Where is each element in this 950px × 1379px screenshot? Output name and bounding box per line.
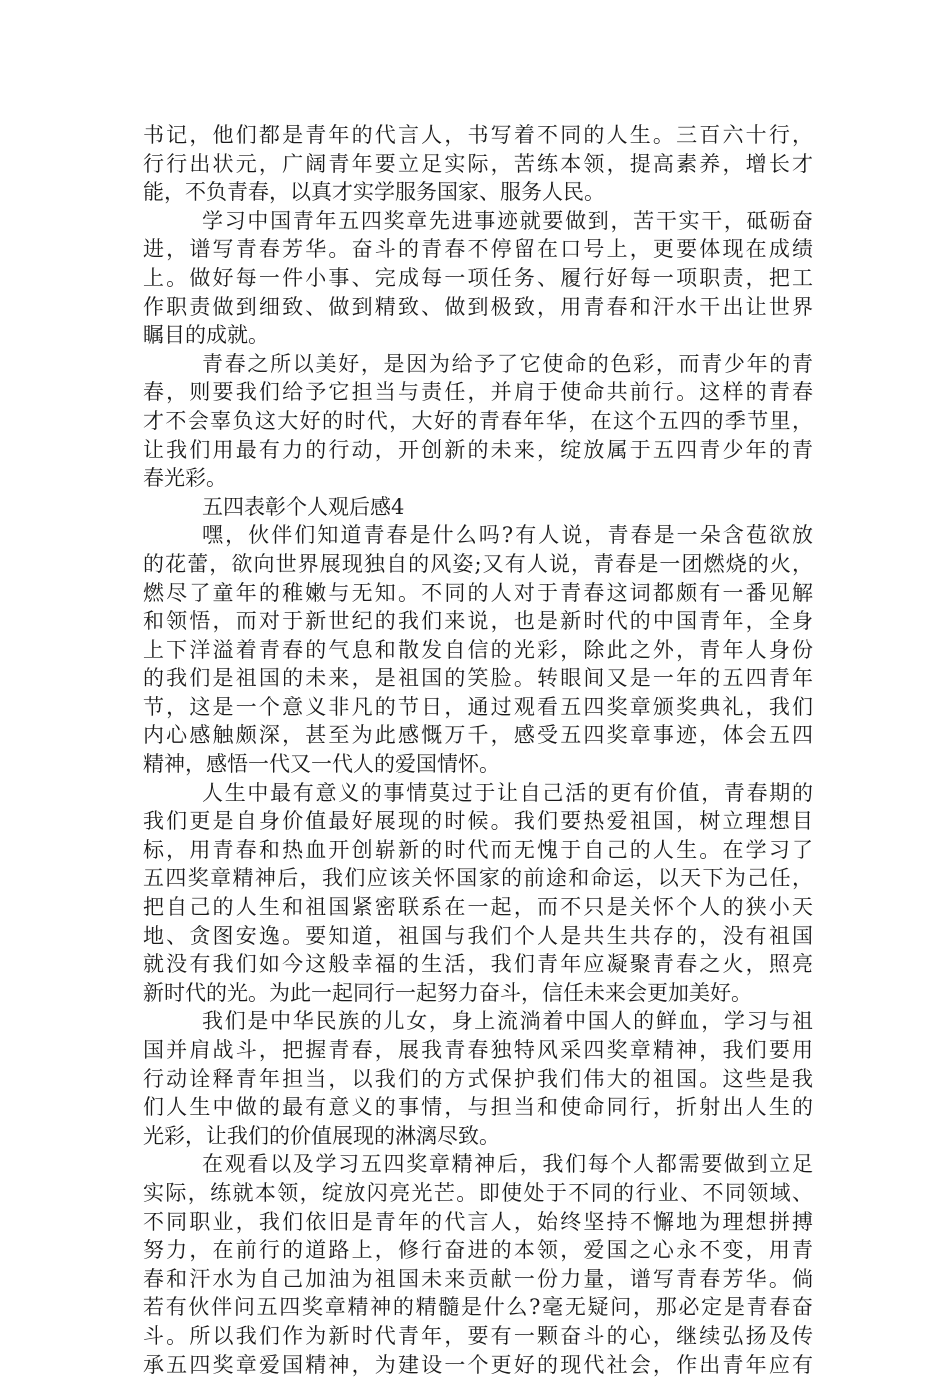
text-line: 五四表彰个人观后感4 <box>202 494 405 519</box>
text-line: 地、贪图安逸。要知道，祖国与我们个人是共生共存的，没有祖国 <box>143 923 813 948</box>
text-line: 若有伙伴问五四奖章精神的精髓是什么?毫无疑问，那必定是青春奋 <box>143 1295 813 1320</box>
text-line: 瞩目的成就。 <box>143 323 269 348</box>
text-line: 精神，感悟一代又一代人的爱国情怀。 <box>143 752 500 777</box>
text-line: 努力，在前行的道路上，修行奋进的本领，爱国之心永不变，用青 <box>143 1238 813 1263</box>
text-line: 就没有我们如今这般幸福的生活，我们青年应凝聚青春之火，照亮 <box>143 952 813 977</box>
text-line: 作职责做到细致、做到精致、做到极致，用青春和汗水干出让世界 <box>143 294 813 319</box>
text-line: 春和汗水为自己加油为祖国未来贡献一份力量，谱写青春芳华。倘 <box>143 1266 813 1291</box>
document-page <box>143 121 813 1379</box>
text-line: 内心感触颇深，甚至为此感慨万千，感受五四奖章事迹，体会五四 <box>143 723 813 748</box>
text-line: 人生中最有意义的事情莫过于让自己活的更有价值，青春期的 <box>202 780 813 805</box>
text-line: 让我们用最有力的行动，开创新的未来，绽放属于五四青少年的青 <box>143 437 813 462</box>
text-line: 实际，练就本领，绽放闪亮光芒。即使处于不同的行业、不同领域、 <box>143 1180 813 1205</box>
text-line: 不同职业，我们依旧是青年的代言人，始终坚持不懈地为理想拼搏 <box>143 1209 813 1234</box>
text-line: 我们更是自身价值最好展现的时候。我们要热爱祖国，树立理想目 <box>143 809 813 834</box>
text-line: 行行出状元，广阔青年要立足实际，苦练本领，提高素养，增长才 <box>143 151 813 176</box>
text-line: 嘿，伙伴们知道青春是什么吗?有人说，青春是一朵含苞欲放 <box>202 523 813 548</box>
text-line: 们人生中做的最有意义的事情，与担当和使命同行，折射出人生的 <box>143 1095 813 1120</box>
text-line: 新时代的光。为此一起同行一起努力奋斗，信任未来会更加美好。 <box>143 980 752 1005</box>
text-line: 书记，他们都是青年的代言人，书写着不同的人生。三百六十行， <box>143 123 813 147</box>
text-line: 标，用青春和热血开创崭新的时代而无愧于自己的人生。在学习了 <box>143 837 813 862</box>
text-line: 进，谱写青春芳华。奋斗的青春不停留在口号上，更要体现在成绩 <box>143 237 813 262</box>
text-line: 才不会辜负这大好的时代，大好的青春年华，在这个五四的季节里， <box>143 408 813 433</box>
text-line: 行动诠释青年担当，以我们的方式保护我们伟大的祖国。这些是我 <box>143 1066 813 1091</box>
text-line: 的花蕾，欲向世界展现独自的风姿;又有人说，青春是一团燃烧的火， <box>143 551 813 576</box>
text-line: 我们是中华民族的儿女，身上流淌着中国人的鲜血，学习与祖 <box>202 1009 813 1034</box>
text-line: 节，这是一个意义非凡的节日，通过观看五四奖章颁奖典礼，我们 <box>143 694 813 719</box>
text-line: 光彩，让我们的价值展现的淋漓尽致。 <box>143 1123 500 1148</box>
text-line: 的我们是祖国的未来，是祖国的笑脸。转眼间又是一年的五四青年 <box>143 666 813 691</box>
text-line: 在观看以及学习五四奖章精神后，我们每个人都需要做到立足 <box>202 1152 813 1177</box>
text-line: 春光彩。 <box>143 466 227 491</box>
text-line: 青春之所以美好，是因为给予了它使命的色彩，而青少年的青 <box>202 351 813 376</box>
text-line: 把自己的人生和祖国紧密联系在一起，而不只是关怀个人的狭小天 <box>143 895 813 920</box>
text-line: 上。做好每一件小事、完成每一项任务、履行好每一项职责，把工 <box>143 265 813 290</box>
text-line: 上下洋溢着青春的气息和散发自信的光彩，除此之外，青年人身份 <box>143 637 813 662</box>
text-line: 和领悟，而对于新世纪的我们来说，也是新时代的中国青年，全身 <box>143 609 813 634</box>
text-line: 承五四奖章爱国精神，为建设一个更好的现代社会，作出青年应有 <box>143 1352 813 1377</box>
text-line: 国并肩战斗，把握青春，展我青春独特风采四奖章精神，我们要用 <box>143 1038 813 1062</box>
text-line: 斗。所以我们作为新时代青年，要有一颗奋斗的心，继续弘扬及传 <box>143 1323 813 1348</box>
text-line: 燃尽了童年的稚嫩与无知。不同的人对于青春这词都颇有一番见解 <box>143 580 813 605</box>
text-line: 学习中国青年五四奖章先进事迹就要做到，苦干实干，砥砺奋 <box>202 208 813 233</box>
text-line: 能，不负青春，以真才实学服务国家、服务人民。 <box>143 180 605 205</box>
text-line: 五四奖章精神后，我们应该关怀国家的前途和命运，以天下为己任， <box>143 866 813 891</box>
text-line: 春，则要我们给予它担当与责任，并肩于使命共前行。这样的青春 <box>143 380 813 405</box>
